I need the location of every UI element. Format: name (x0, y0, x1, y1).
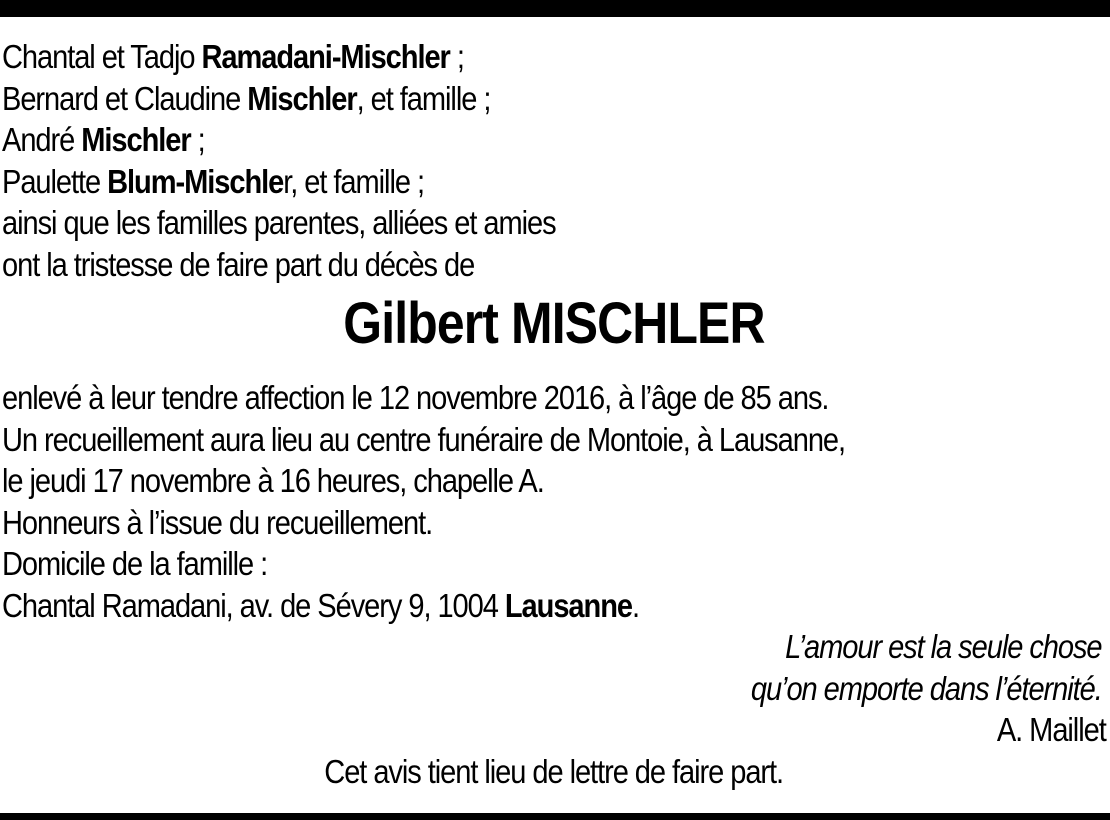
quote-author (2, 709, 1106, 751)
family-line-2-text: Bernard et Claudine (2, 79, 248, 117)
family-line-2-surname: Mischler (247, 79, 357, 117)
address-text: Chantal Ramadani, av. de Sévery 9, 1004 (2, 586, 505, 624)
details-line-2: Un recueillement aura lieu au centre funéraire de Montoie, à Lausanne, (2, 420, 846, 458)
intro-line-2: ont la tristesse de faire part du décès de (2, 245, 475, 283)
quote-author-text: A. Maillet (997, 711, 1106, 748)
family-line-3-surname: Mischler (81, 121, 191, 158)
top-rule (0, 0, 1110, 17)
family-line-2-suffix: , et famille ; (356, 79, 491, 117)
family-line-3-text: André (2, 121, 82, 158)
details-line-4: Honneurs à l’issue du recueillement. (2, 503, 433, 541)
intro-line-1: ainsi que les familles parentes, alliées et amies (2, 204, 556, 241)
family-line-3 (2, 119, 974, 161)
family-line-1-suffix: ; (449, 38, 464, 75)
footer-note (2, 751, 1106, 793)
address-suffix: . (631, 586, 639, 624)
family-line-1 (2, 36, 974, 78)
family-line-4 (2, 161, 974, 203)
quote-line-1-text: L’amour est la seule chose (785, 628, 1102, 665)
deceased-name (2, 285, 1106, 377)
family-line-1-text: Chantal et Tadjo (2, 38, 202, 75)
details-line-1: enlevé à leur tendre affection le 12 novembre 2016, à l’âge de 85 ans. (2, 379, 829, 416)
family-line-4-suffix: r, et famille ; (283, 162, 424, 200)
family-line-3-suffix: ; (190, 121, 205, 158)
obituary-notice (2, 36, 1106, 792)
deceased-name-text: Gilbert MISCHLER (343, 291, 765, 356)
family-line-2 (2, 78, 974, 120)
address-line (2, 585, 974, 627)
details-line-3: le jeudi 17 novembre à 16 heures, chapelle A. (2, 462, 544, 499)
quote-line-2-text: qu’on emporte dans l’éternité. (751, 669, 1102, 707)
family-line-4-text: Paulette (2, 162, 108, 200)
family-line-1-surname: Ramadani-Mischler (201, 38, 450, 75)
footer-note-text: Cet avis tient lieu de lettre de faire part. (324, 752, 784, 790)
address-city: Lausanne (504, 586, 632, 624)
bottom-rule (0, 813, 1110, 820)
details-line-5: Domicile de la famille : (2, 545, 268, 582)
quote-line-2 (2, 668, 1106, 710)
family-line-4-surname: Blum-Mischle (107, 162, 284, 200)
quote-line-1 (2, 626, 1106, 668)
